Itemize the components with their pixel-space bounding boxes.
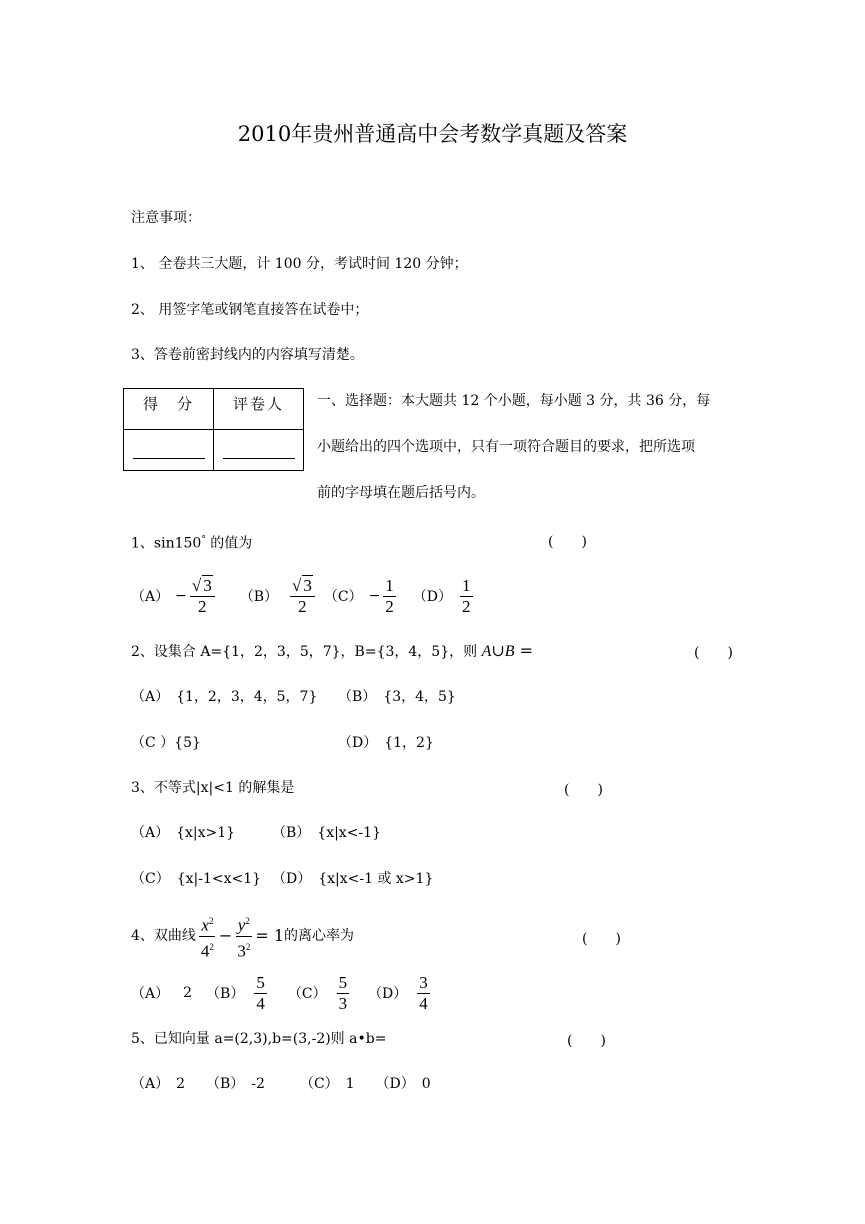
q4-x-sq: 2 [208, 915, 214, 926]
q1-option-b-radicand: 3 [303, 576, 312, 595]
note-item-1: 1、 全卷共三大题，计 100 分，考试时间 120 分钟； [131, 256, 468, 272]
q4-option-b-label: （B） [206, 986, 245, 1002]
q4-x-fraction [199, 911, 216, 961]
q1-options [131, 570, 476, 622]
q4-option-b-fraction [254, 973, 267, 1014]
q2-equals: = [514, 641, 534, 660]
q4-eq-one: = 1 [255, 926, 284, 945]
q4-four: 4 [200, 941, 210, 961]
q4-option-c-num: 5 [338, 972, 348, 992]
q1-option-d-den: 2 [462, 596, 471, 616]
q3-option-c: （C） {x|-1<x<1} [131, 871, 262, 887]
q1-option-a-radical: √ [191, 576, 202, 595]
q1-option-b-fraction [290, 575, 315, 617]
q4-option-c-label: （C） [287, 986, 327, 1002]
q4-x: x [201, 915, 209, 935]
q1-option-a-minus: − [175, 588, 187, 604]
section1-line-2: 小题给出的四个选项中，只有一项符合题目的要求，把所选项 [317, 439, 695, 455]
q4-four-sq: 2 [209, 941, 214, 952]
q4-option-c-fraction [337, 973, 350, 1014]
q4-option-d-num: 3 [419, 972, 428, 992]
q4-option-b-num: 5 [256, 972, 265, 992]
q1-option-c-minus: − [368, 588, 381, 604]
q2-set-a: A [481, 643, 492, 660]
q2-answer-paren[interactable]: ( ) [694, 645, 733, 661]
section1-line-1: 一、选择题：本大题共 12 个小题，每小题 3 分，共 36 分，每 [317, 393, 711, 409]
q4-stem [131, 910, 354, 962]
q4-option-d-fraction [417, 973, 430, 1014]
q5-options: （A） 2 （B） -2 （C） 1 （D） 0 [131, 1076, 431, 1092]
q2-stem-text: 2、设集合 A={1，2，3，5，7}，B={3，4，5}，则 [131, 644, 478, 660]
grader-label: 评卷人 [232, 395, 284, 413]
q4-minus: − [218, 926, 233, 945]
score-blank-line [133, 458, 205, 459]
q4-option-a-value: 2 [183, 985, 193, 1001]
q4-option-d-label: （D） [368, 986, 408, 1002]
grader-input-cell[interactable] [214, 430, 304, 471]
q4-option-a-label: （A） [131, 986, 170, 1002]
q3-stem: 3、不等式|x|<1 的解集是 [131, 780, 295, 796]
q4-option-b-den: 4 [256, 993, 265, 1013]
q4-three-sq: 2 [245, 941, 251, 952]
q1-option-a-label: （A） [131, 589, 170, 605]
note-item-3: 3、答卷前密封线内的内容填写清楚。 [131, 347, 364, 363]
page-title: 2010年贵州普通高中会考数学真题及答案 [237, 122, 628, 146]
q4-answer-paren[interactable]: ( ) [582, 931, 621, 947]
q2-stem [131, 642, 533, 661]
score-table [123, 388, 304, 471]
q2-option-b: （B） {3，4，5} [338, 689, 456, 705]
grader-header-cell [214, 389, 304, 430]
q3-option-a: （A） {x|x>1} [131, 825, 236, 841]
q4-option-d-den: 4 [419, 993, 428, 1013]
grader-blank-line [223, 458, 295, 459]
score-label: 得 分 [142, 395, 194, 413]
q1-option-d-label: （D） [412, 589, 453, 605]
score-header-cell [124, 389, 214, 430]
q2-option-d: （D） {1，2} [338, 735, 434, 751]
q1-option-c-num: 1 [385, 575, 394, 595]
notes-heading: 注意事项： [131, 210, 201, 226]
q4-prefix: 4、双曲线 [131, 928, 196, 944]
q1-option-b-label: （B） [239, 589, 278, 605]
score-input-cell[interactable] [124, 430, 214, 471]
q1-option-b-radical: √ [292, 576, 302, 595]
q1-option-a-den: 2 [198, 597, 207, 616]
q1-option-c-label: （C） [323, 589, 363, 605]
q1-option-a-fraction [190, 575, 215, 617]
q4-y-fraction [235, 911, 252, 961]
q1-answer-paren[interactable]: ( ) [548, 534, 587, 550]
q1-suffix: 的值为 [205, 535, 253, 552]
q4-y-sq: 2 [245, 915, 250, 926]
q1-option-c-den: 2 [385, 596, 394, 616]
q2-union: ∪ [491, 641, 505, 660]
q4-suffix: 的离心率为 [284, 928, 354, 944]
q1-degree: ° [201, 535, 206, 545]
q4-option-c-den: 3 [338, 993, 348, 1013]
q2-set-b: B [504, 643, 515, 660]
q4-three: 3 [237, 941, 246, 961]
q1-stem [131, 531, 252, 553]
q2-option-a: （A） {1，2，3，4，5，7} [131, 689, 318, 705]
q1-option-c-fraction [383, 576, 396, 617]
q3-option-d: （D） {x|x<-1 或 x>1} [272, 871, 434, 887]
q1-option-a-radicand: 3 [203, 576, 212, 595]
q1-prefix: 1、sin150 [131, 535, 202, 552]
q1-option-d-num: 1 [462, 575, 471, 595]
q3-option-b: （B） {x|x<-1} [272, 825, 381, 841]
q1-option-b-den: 2 [298, 597, 307, 616]
section1-line-3: 前的字母填在题后括号内。 [317, 485, 485, 501]
note-item-2: 2、 用签字笔或钢笔直接答在试卷中； [131, 302, 369, 318]
q4-options [131, 966, 433, 1020]
q4-y: y [237, 915, 246, 935]
q1-option-d-fraction [460, 576, 473, 617]
q3-answer-paren[interactable]: ( ) [564, 782, 603, 798]
q2-option-c: （C ）{5} [131, 735, 201, 751]
q5-stem: 5、已知向量 a=(2,3),b=(3,-2)则 a•b= [131, 1031, 387, 1047]
q5-answer-paren[interactable]: ( ) [567, 1033, 606, 1049]
